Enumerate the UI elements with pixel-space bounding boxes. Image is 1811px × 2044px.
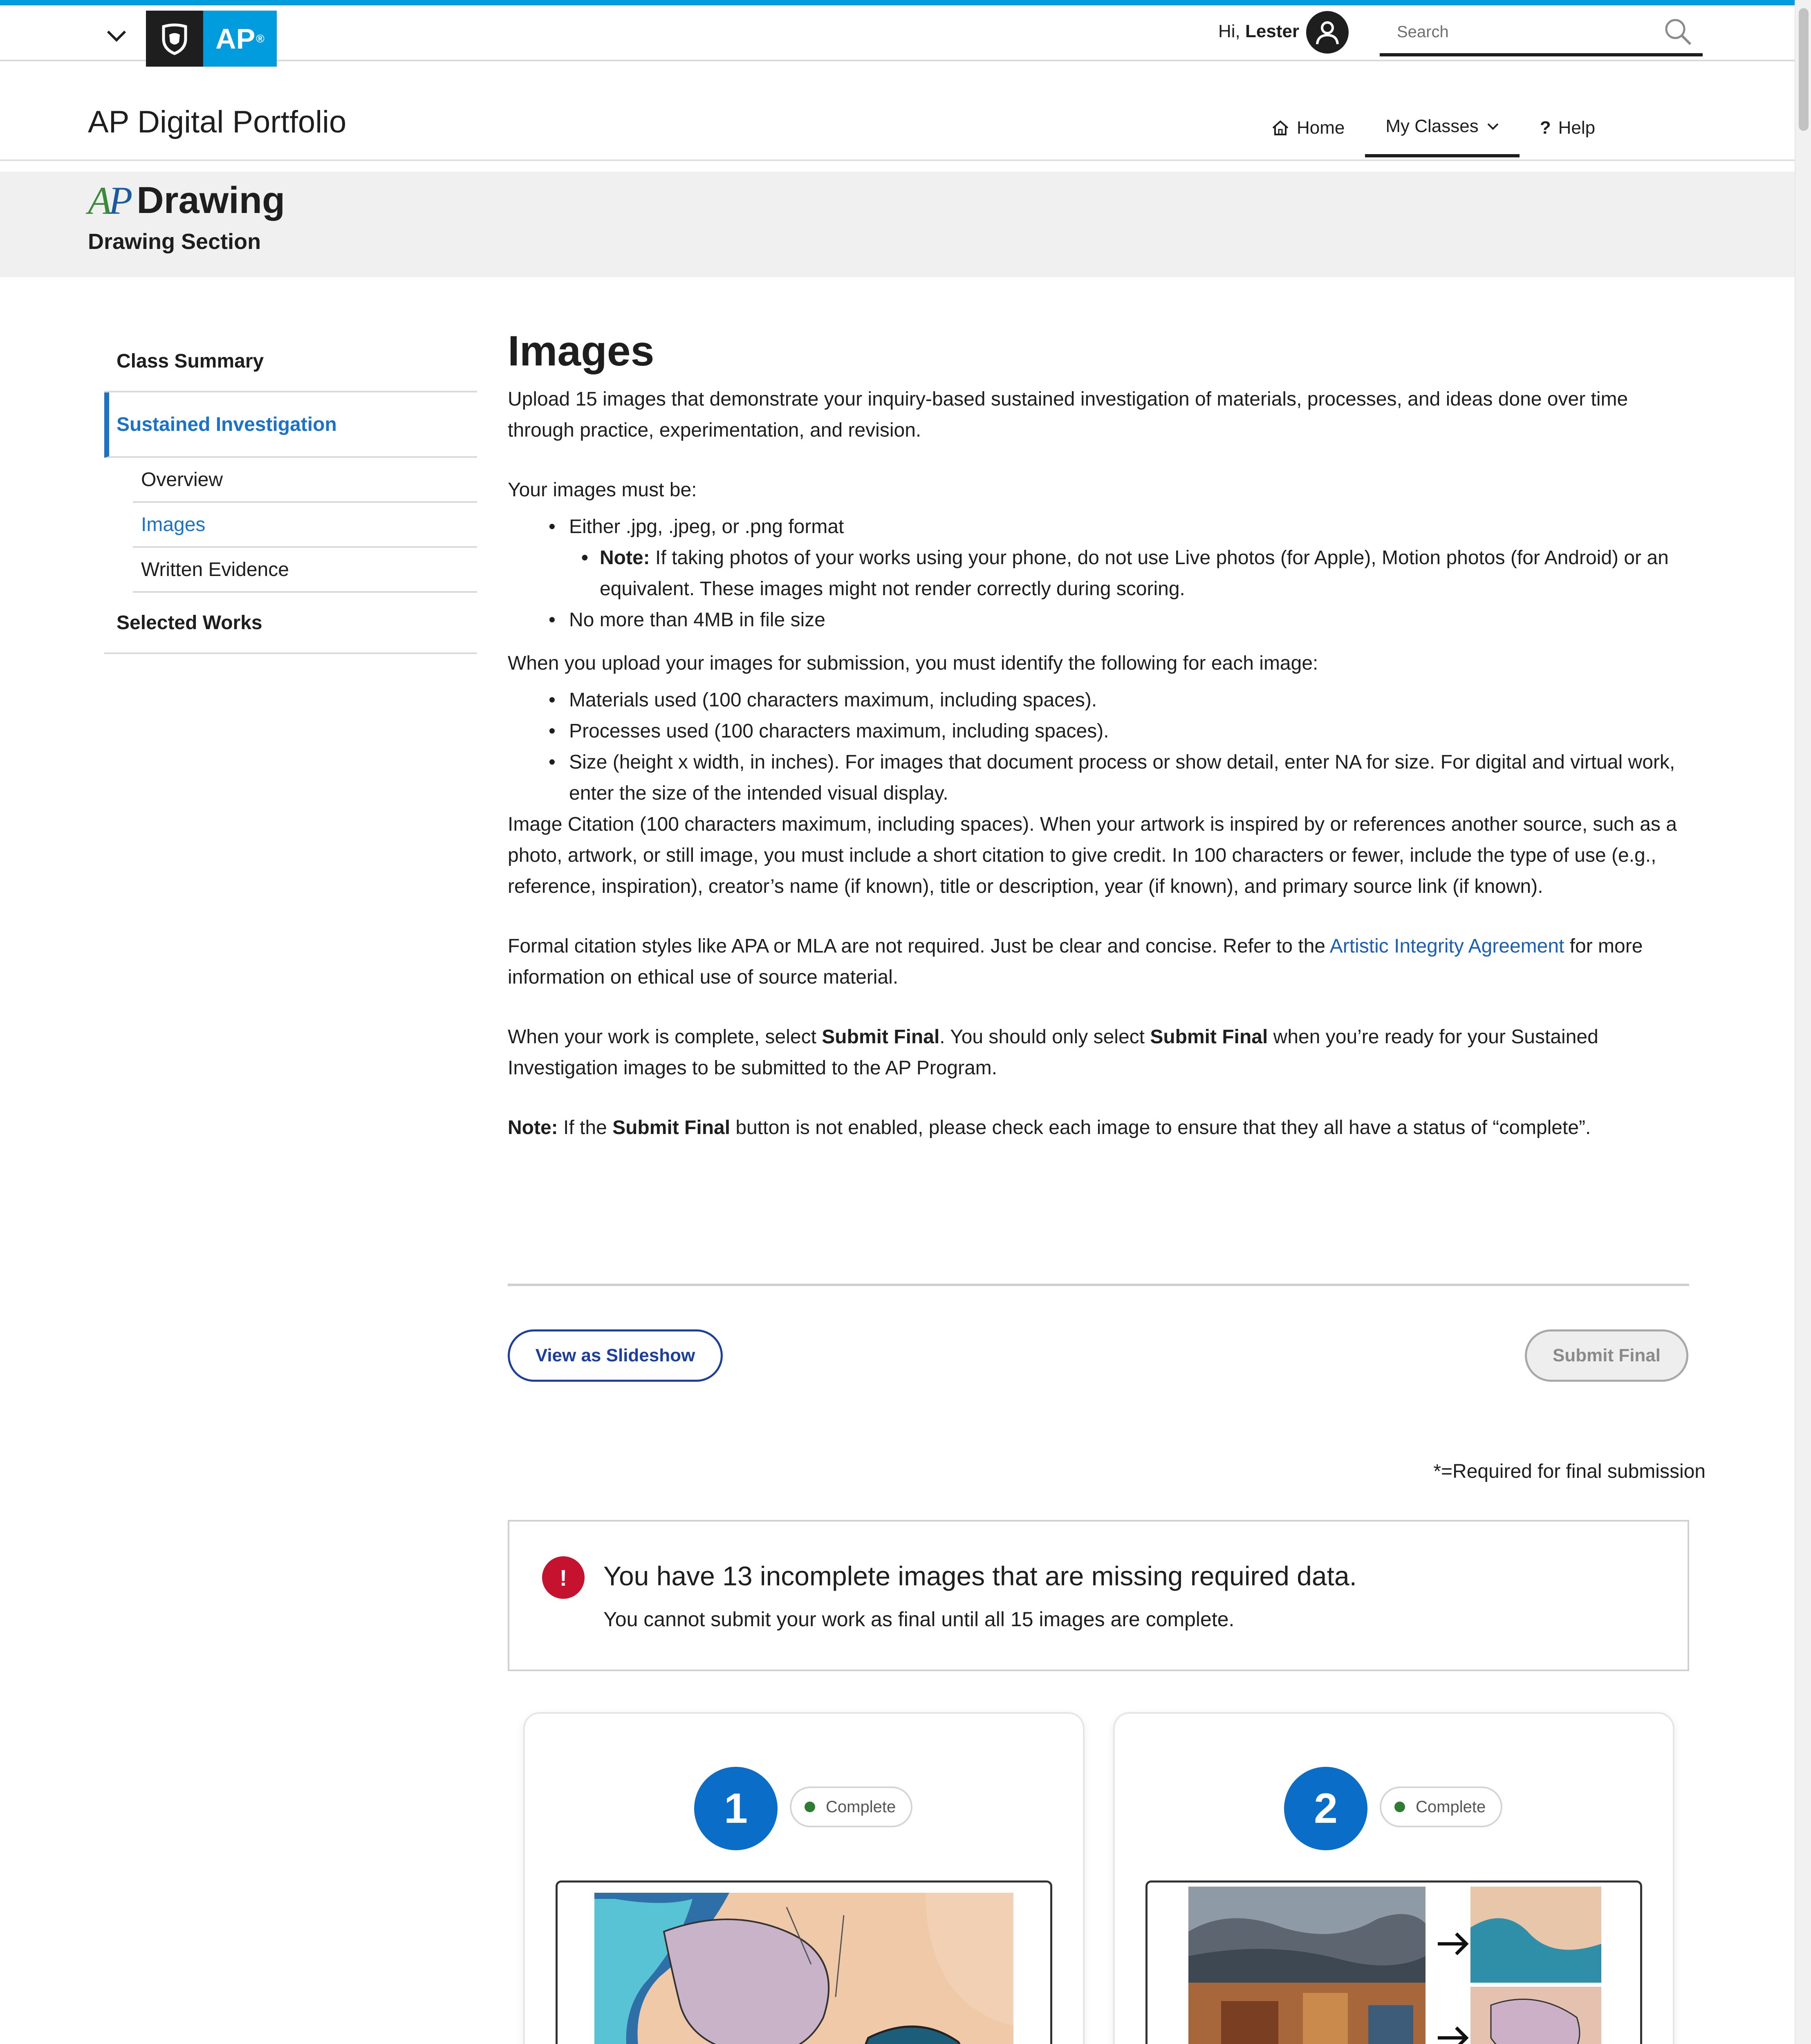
sidebar-item-overview[interactable]: Overview <box>133 458 477 503</box>
view-slideshow-button[interactable]: View as Slideshow <box>508 1329 723 1382</box>
section-divider <box>508 1284 1689 1286</box>
collage-artwork-image <box>1148 1883 1640 2044</box>
formal-citation-text: Formal citation styles like APA or MLA are not required. Just be clear and concise. Refer to the Artistic Integrity Agreement for more information on ethical use of source material. <box>508 935 1643 988</box>
incomplete-alert <box>508 1520 1689 1671</box>
submit-note: Note: If the Submit Final button is not enabled, please check each image to ensure that they all have a status of “complete”. <box>508 1117 1591 1139</box>
nav-help[interactable]: ? Help <box>1540 117 1596 138</box>
chevron-down-icon <box>1487 122 1499 130</box>
menu-toggle-button[interactable] <box>94 18 139 54</box>
sidebar-item-images[interactable]: Images <box>133 503 477 548</box>
ap-course-logo: AP <box>88 178 130 222</box>
nav-home[interactable]: Home <box>1251 98 1365 157</box>
required-note: *=Required for final submission <box>1433 1461 1706 1482</box>
list-item: • No more than 4MB in file size <box>508 605 1689 636</box>
course-heading <box>88 180 285 221</box>
requirements-heading: Your images must be: <box>508 479 697 501</box>
image-number-badge: 2 <box>1284 1767 1367 1850</box>
intro-text: Upload 15 images that demonstrate your inquiry-based sustained investigation of materials, processes, and ideas done over time through practice, experimentation, and revision. <box>508 388 1628 441</box>
main-nav <box>1251 98 1616 157</box>
list-item: • Note: If taking photos of your works using your phone, do not use Live photos (for Apple), Motion photos (for Android) or an equivalent. These images might not render correctly during scoring. <box>569 542 1689 605</box>
user-name: Lester <box>1245 21 1300 41</box>
status-badge: Complete <box>1380 1786 1502 1827</box>
page-title: Images <box>508 327 654 375</box>
college-board-logo[interactable] <box>146 11 203 67</box>
sidebar-item-written-evidence[interactable]: Written Evidence <box>133 548 477 593</box>
requirements-list <box>508 511 1689 636</box>
scrollbar-thumb[interactable] <box>1799 8 1809 131</box>
search-input[interactable] <box>1397 19 1659 45</box>
search-icon[interactable] <box>1662 16 1694 48</box>
map-artwork-image <box>558 1883 1050 2044</box>
acorn-shield-icon <box>160 22 189 55</box>
status-badge: Complete <box>790 1786 912 1827</box>
image-card <box>1113 1712 1674 2044</box>
sidebar-item-class-summary[interactable]: Class Summary <box>104 331 477 392</box>
error-icon: ! <box>542 1556 585 1599</box>
alert-title: You have 13 incomplete images that are missing required data. <box>603 1561 1357 1591</box>
status-dot-icon <box>805 1802 815 1812</box>
identify-text: When you upload your images for submission, you must identify the following for each image: <box>508 652 1318 674</box>
header-divider <box>0 159 1795 161</box>
app-title[interactable]: AP Digital Portfolio <box>88 105 347 139</box>
list-item: • Size (height x width, in inches). For images that document process or show detail, enter NA for size. For digital and virtual work, enter the size of the intended visual display. <box>508 747 1689 809</box>
top-accent-bar <box>0 0 1795 5</box>
user-greeting: Hi, Lester <box>1218 21 1300 41</box>
submit-instructions: When your work is complete, select Submit Final. You should only select Submit Final when you’re ready for your Sustained Investigation images to be submitted to the AP Program. <box>508 1026 1598 1079</box>
alert-message: You cannot submit your work as final until all 15 images are complete. <box>603 1608 1235 1631</box>
list-item: • Materials used (100 characters maximum, including spaces). <box>508 685 1689 716</box>
image-card <box>523 1712 1085 2044</box>
list-item: • Processes used (100 characters maximum, including spaces). <box>508 716 1689 747</box>
ap-logo[interactable]: AP ® <box>203 11 277 67</box>
identify-list <box>508 685 1689 809</box>
nav-my-classes[interactable]: My Classes <box>1365 98 1519 157</box>
help-icon: ? <box>1540 117 1551 138</box>
chevron-down-icon <box>106 30 127 42</box>
sidebar-item-sustained-investigation[interactable]: Sustained Investigation <box>104 392 477 458</box>
sidebar-nav <box>104 331 477 654</box>
user-icon <box>1313 18 1342 47</box>
search-box <box>1380 11 1703 56</box>
artwork-thumbnail[interactable] <box>556 1880 1052 2044</box>
image-number-badge: 1 <box>694 1767 778 1850</box>
home-icon <box>1271 120 1289 136</box>
citation-text: Image Citation (100 characters maximum, including spaces). When your artwork is inspired by or references another source, such as a photo, artwork, or still image, you must include a short citation to give credit. In 100 characters or fewer, include the type of use (e.g., reference, inspiration), creator’s name (if known), title or description, year (if known), and primary source link (if known). <box>508 814 1677 897</box>
artwork-thumbnail[interactable] <box>1145 1880 1642 2044</box>
course-section: Drawing Section <box>88 229 261 254</box>
artistic-integrity-link[interactable]: Artistic Integrity Agreement <box>1329 935 1564 957</box>
page-scrollbar[interactable] <box>1795 0 1811 2044</box>
account-avatar-button[interactable] <box>1306 11 1349 54</box>
status-dot-icon <box>1394 1802 1405 1812</box>
main-content <box>508 327 1689 1143</box>
submit-final-button[interactable]: Submit Final <box>1525 1329 1688 1382</box>
sidebar-item-selected-works[interactable]: Selected Works <box>104 593 477 654</box>
list-item: • Either .jpg, .jpeg, or .png format • Note: If taking photos of your works using your phone, do not use Live photos (for Apple), Motion photos (for Android) or an equivalent. These images might not render correctly during scoring. <box>508 511 1689 605</box>
course-title: Drawing <box>137 179 285 221</box>
